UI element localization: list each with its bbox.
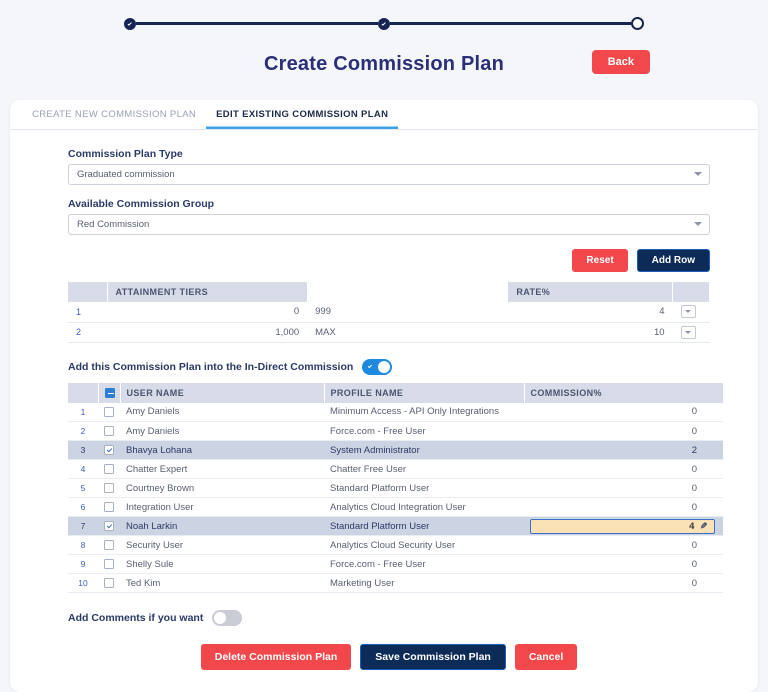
row-profile-name: Chatter Free User [324, 460, 524, 479]
add-row-button[interactable]: Add Row [637, 249, 710, 272]
users-th-profile-name: PROFILE NAME [324, 383, 524, 403]
tier-to: 999 [307, 302, 508, 322]
table-row[interactable] [68, 517, 723, 536]
tier-from: 0 [107, 302, 307, 322]
row-checkbox-cell [98, 555, 120, 574]
tier-from: 1,000 [107, 322, 307, 342]
row-profile-name: Standard Platform User [324, 517, 524, 536]
row-index: 3 [68, 441, 98, 460]
row-user-name: Noah Larkin [120, 517, 324, 536]
row-checkbox-cell [98, 498, 120, 517]
tiers-th-blank [68, 282, 107, 302]
users-table [68, 383, 723, 594]
row-checkbox-cell [98, 460, 120, 479]
row-user-name: Ted Kim [120, 574, 324, 593]
commission-value: 0 [691, 425, 697, 437]
row-user-name: Integration User [120, 498, 324, 517]
row-checkbox-cell [98, 479, 120, 498]
users-th-user-name: USER NAME [120, 383, 324, 403]
table-row[interactable] [68, 498, 723, 517]
users-th-commission: COMMISSION% [524, 383, 723, 403]
table-row[interactable] [68, 536, 723, 555]
row-commission-cell[interactable] [524, 460, 723, 479]
row-index: 5 [68, 479, 98, 498]
row-checkbox-cell [98, 536, 120, 555]
indirect-commission-toggle-row [68, 359, 710, 375]
table-row[interactable] [68, 422, 723, 441]
commission-edit-input[interactable] [530, 519, 715, 534]
row-user-name: Amy Daniels [120, 403, 324, 422]
tiers-th-action [673, 282, 710, 302]
row-commission-cell[interactable] [524, 403, 723, 422]
plan-type-select[interactable] [68, 164, 710, 185]
comments-toggle-row [68, 610, 710, 626]
attainment-tiers-table [68, 282, 710, 343]
row-profile-name: Analytics Cloud Integration User [324, 498, 524, 517]
comments-label: Add Comments if you want [68, 612, 204, 624]
commission-group-select[interactable] [68, 214, 710, 235]
commission-value: 2 [691, 444, 697, 456]
step-connector-2 [390, 22, 632, 25]
main-card [10, 100, 758, 692]
table-row[interactable] [68, 479, 723, 498]
commission-value: 0 [691, 558, 697, 570]
tab-bar [10, 100, 758, 130]
row-select-checkbox[interactable] [104, 483, 114, 493]
tier-rate: 4 [508, 302, 672, 322]
row-index: 7 [68, 517, 98, 536]
row-user-name: Security User [120, 536, 324, 555]
row-commission-cell[interactable] [524, 574, 723, 593]
row-profile-name: Marketing User [324, 574, 524, 593]
row-select-checkbox[interactable] [104, 540, 114, 550]
tiers-row [68, 322, 710, 342]
tiers-row [68, 302, 710, 322]
table-row[interactable] [68, 574, 723, 593]
row-select-checkbox[interactable] [104, 578, 114, 588]
row-commission-cell[interactable] [524, 479, 723, 498]
plan-type-value: Graduated commission [77, 169, 175, 180]
table-row[interactable] [68, 555, 723, 574]
row-commission-cell[interactable] [524, 422, 723, 441]
row-select-checkbox[interactable] [104, 407, 114, 417]
footer-actions [68, 644, 710, 670]
row-checkbox-cell [98, 403, 120, 422]
row-index: 10 [68, 574, 98, 593]
row-user-name: Courtney Brown [120, 479, 324, 498]
row-profile-name: Standard Platform User [324, 479, 524, 498]
step-3-pending-icon[interactable] [631, 17, 644, 30]
tier-row-menu-cell [673, 302, 710, 322]
step-connector-1 [136, 22, 378, 25]
card-body [10, 130, 758, 670]
tiers-th-empty [307, 282, 508, 302]
delete-commission-plan-button[interactable]: Delete Commission Plan [201, 644, 352, 670]
row-select-checkbox[interactable] [104, 445, 114, 455]
step-2-complete-icon[interactable] [378, 18, 390, 30]
row-commission-cell[interactable] [524, 517, 723, 536]
row-index: 2 [68, 422, 98, 441]
tier-row-menu-button[interactable] [681, 326, 696, 339]
tab-create-new-commission-plan[interactable]: CREATE NEW COMMISSION PLAN [32, 109, 197, 120]
row-user-name: Bhavya Lohana [120, 441, 324, 460]
row-profile-name: Minimum Access - API Only Integrations [324, 403, 524, 422]
comments-toggle[interactable] [212, 610, 242, 626]
progress-stepper [124, 17, 644, 30]
row-commission-cell[interactable] [524, 441, 723, 460]
commission-value: 0 [691, 482, 697, 494]
table-row[interactable] [68, 460, 723, 479]
row-checkbox-cell [98, 517, 120, 536]
row-index: 9 [68, 555, 98, 574]
users-th-checkbox [98, 383, 120, 403]
table-row[interactable] [68, 403, 723, 422]
row-index: 1 [68, 403, 98, 422]
page-title: Create Commission Plan [263, 53, 505, 75]
row-checkbox-cell [98, 441, 120, 460]
row-profile-name: Force.com - Free User [324, 555, 524, 574]
back-button[interactable]: Back [592, 50, 650, 74]
chevron-down-icon [694, 222, 702, 226]
tier-index: 2 [68, 322, 107, 342]
tier-rate: 10 [508, 322, 672, 342]
indirect-commission-toggle[interactable] [362, 359, 392, 375]
row-commission-cell[interactable] [524, 555, 723, 574]
tab-edit-existing-commission-plan[interactable]: EDIT EXISTING COMMISSION PLAN [206, 100, 398, 129]
row-commission-cell[interactable] [524, 536, 723, 555]
table-row[interactable] [68, 441, 723, 460]
row-checkbox-cell [98, 422, 120, 441]
chevron-down-icon [685, 310, 691, 313]
tier-row-menu-cell [673, 322, 710, 342]
plan-type-label: Commission Plan Type [68, 148, 183, 160]
row-checkbox-cell [98, 574, 120, 593]
row-index: 8 [68, 536, 98, 555]
commission-value: 0 [691, 406, 697, 418]
row-profile-name: Analytics Cloud Security User [324, 536, 524, 555]
tier-actions [68, 249, 710, 272]
users-th-index [68, 383, 98, 403]
tiers-header-row [68, 282, 710, 302]
commission-value: 0 [691, 501, 697, 513]
users-header-row [68, 383, 723, 403]
row-select-checkbox[interactable] [104, 426, 114, 436]
commission-value: 0 [691, 577, 697, 589]
cancel-button[interactable]: Cancel [515, 644, 577, 670]
row-user-name: Shelly Sule [120, 555, 324, 574]
row-profile-name: Force.com - Free User [324, 422, 524, 441]
commission-group-label: Available Commission Group [68, 198, 215, 210]
progress-stepper-wrap [0, 0, 768, 30]
row-select-checkbox[interactable] [104, 502, 114, 512]
indirect-commission-label: Add this Commission Plan into the In-Direct Commission [68, 360, 354, 373]
commission-edit-value: 4 [689, 520, 695, 532]
step-1-complete-icon[interactable] [124, 18, 136, 30]
row-user-name: Amy Daniels [120, 422, 324, 441]
tier-row-menu-button[interactable] [681, 305, 696, 318]
chevron-down-icon [694, 172, 702, 176]
row-select-checkbox[interactable] [104, 464, 114, 474]
row-index: 4 [68, 460, 98, 479]
save-commission-plan-button[interactable]: Save Commission Plan [360, 644, 506, 670]
commission-value: 0 [691, 463, 697, 475]
row-index: 6 [68, 498, 98, 517]
row-commission-cell[interactable] [524, 498, 723, 517]
pencil-icon: ✎ [700, 520, 708, 531]
tier-index: 1 [68, 302, 107, 322]
tiers-th-attainment: ATTAINMENT TIERS [107, 282, 307, 302]
chevron-down-icon [685, 331, 691, 334]
tiers-th-rate: RATE% [508, 282, 672, 302]
row-select-checkbox[interactable] [104, 521, 114, 531]
tier-to: MAX [307, 322, 508, 342]
select-all-checkbox[interactable] [105, 388, 115, 398]
row-select-checkbox[interactable] [104, 559, 114, 569]
page-header [0, 40, 768, 88]
row-profile-name: System Administrator [324, 441, 524, 460]
commission-value: 0 [691, 539, 697, 551]
reset-button[interactable]: Reset [572, 249, 627, 272]
commission-group-value: Red Commission [77, 219, 150, 230]
row-user-name: Chatter Expert [120, 460, 324, 479]
